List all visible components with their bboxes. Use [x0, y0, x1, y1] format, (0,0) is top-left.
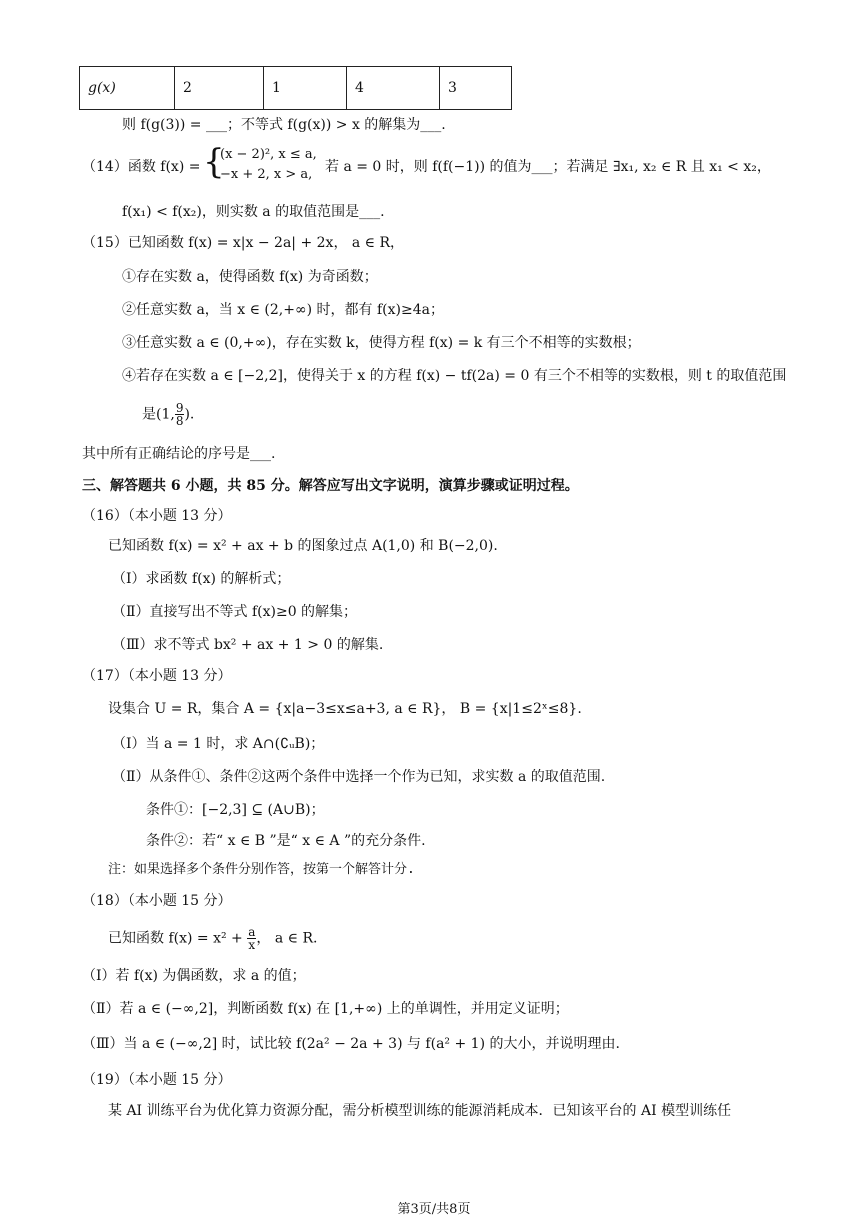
q14-label: [82, 157, 200, 177]
q18-stem-post: ， a ∈ R.: [256, 930, 318, 947]
table-cell: 1: [264, 67, 347, 110]
q17-note: 注：如果选择多个条件分别作答，按第一个解答计分.: [108, 862, 415, 877]
piecewise-brace: {: [203, 142, 225, 182]
q15-statement-2: ②任意实数 a，当 x ∈ (2,+∞) 时，都有 f(x)≥4a；: [122, 302, 444, 318]
q16-part-3: （Ⅲ）求不等式 bx² + ax + 1 > 0 的解集.: [112, 637, 384, 653]
q17-condition-2: 条件②：若“ x ∈ B ”是“ x ∈ A ”的充分条件.: [146, 833, 426, 849]
q15-s4b-open: (1,: [156, 406, 175, 423]
table-cell: 3: [440, 67, 512, 110]
q18-head: （18）（本小题 15 分）: [82, 893, 232, 909]
q17-part-1: （Ⅰ）当 a = 1 时，求 A∩(∁ᵤB)；: [112, 736, 325, 752]
q14-line2: f(x₁) < f(x₂)，则实数 a 的取值范围是___.: [122, 204, 385, 220]
q18-part-3: （Ⅲ）当 a ∈ (−∞,2] 时，试比较 f(2a² − 2a + 3) 与 f(a² + 1) 的大小，并说明理由.: [82, 1036, 620, 1052]
q14-case1: (x − 2)², x ≤ a,: [220, 147, 317, 162]
q17-head: （17）（本小题 13 分）: [82, 668, 232, 684]
q15-statement-3: ③任意实数 a ∈ (0,+∞)，存在实数 k，使得方程 f(x) = k 有三个不相等的实数根；: [122, 335, 641, 351]
q18-part-2: （Ⅱ）若 a ∈ (−∞,2]，判断函数 f(x) 在 [1,+∞) 上的单调性，并用定义证明；: [82, 1001, 569, 1017]
q13-tail: 则 f(g(3)) = ___；不等式 f(g(x)) > x 的解集为___.: [122, 117, 446, 133]
fraction-denominator: 8: [175, 414, 184, 428]
q15-intro: （15）已知函数 f(x) = x|x − 2a| + 2x， a ∈ R，: [82, 235, 405, 251]
q14-case2: −x + 2, x > a,: [220, 167, 313, 182]
fraction-numerator: 9: [175, 401, 184, 415]
q15-s4b-close: ).: [184, 406, 195, 423]
q18-stem: [108, 926, 317, 951]
fraction-denominator: x: [248, 938, 256, 952]
q16-part-2: （Ⅱ）直接写出不等式 f(x)≥0 的解集；: [112, 604, 358, 620]
q17-condition-1: 条件①：[−2,3] ⊆ (A∪B)；: [146, 802, 325, 818]
q17-part-2: （Ⅱ）从条件①、条件②这两个条件中选择一个作为已知，求实数 a 的取值范围.: [112, 769, 606, 785]
table-cell: 4: [347, 67, 440, 110]
q15-ask: 其中所有正确结论的序号是___.: [82, 446, 276, 462]
q16-part-1: （Ⅰ）求函数 f(x) 的解析式；: [112, 571, 291, 587]
q14-fx: f(x) =: [160, 159, 201, 175]
q19-head: （19）（本小题 15 分）: [82, 1072, 232, 1088]
table-cell: 2: [175, 67, 264, 110]
section-3-heading: 三、解答题共 6 小题，共 85 分。解答应写出文字说明，演算步骤或证明过程。: [82, 478, 579, 494]
q14-rest: 若 a = 0 时，则 f(f(−1)) 的值为___；若满足 ∃x₁, x₂ ∈ R 且 x₁ < x₂，: [325, 159, 771, 175]
q14-label-text: （14）函数: [82, 159, 156, 175]
q15-statement-4-cont: [142, 402, 194, 427]
q15-statement-4: ④若存在实数 a ∈ [−2,2]，使得关于 x 的方程 f(x) − tf(2a) = 0 有三个不相等的实数根，则 t 的取值范围: [122, 368, 787, 384]
q15-statement-1: ①存在实数 a，使得函数 f(x) 为奇函数；: [122, 269, 378, 285]
gx-table: [79, 66, 512, 110]
q18-stem-pre: 已知函数 f(x) = x² +: [108, 930, 243, 947]
page-footer: 第3页/共8页: [397, 1202, 471, 1217]
q16-head: （16）（本小题 13 分）: [82, 508, 232, 524]
table-head-cell: g(x): [80, 67, 175, 110]
q16-stem: 已知函数 f(x) = x² + ax + b 的图象过点 A(1,0) 和 B(−2,0).: [108, 538, 498, 554]
q18-part-1: （Ⅰ）若 f(x) 为偶函数，求 a 的值；: [82, 968, 306, 984]
q17-stem: 设集合 U = R，集合 A = {x|a−3≤x≤a+3, a ∈ R}， B = {x|1≤2ˣ≤8}.: [108, 701, 582, 717]
q19-stem: 某 AI 训练平台为优化算力资源分配，需分析模型训练的能源消耗成本．已知该平台的 AI 模型训练任: [108, 1103, 732, 1119]
fraction-numerator: a: [248, 925, 256, 939]
q15-s4b-pre: 是: [142, 406, 156, 423]
